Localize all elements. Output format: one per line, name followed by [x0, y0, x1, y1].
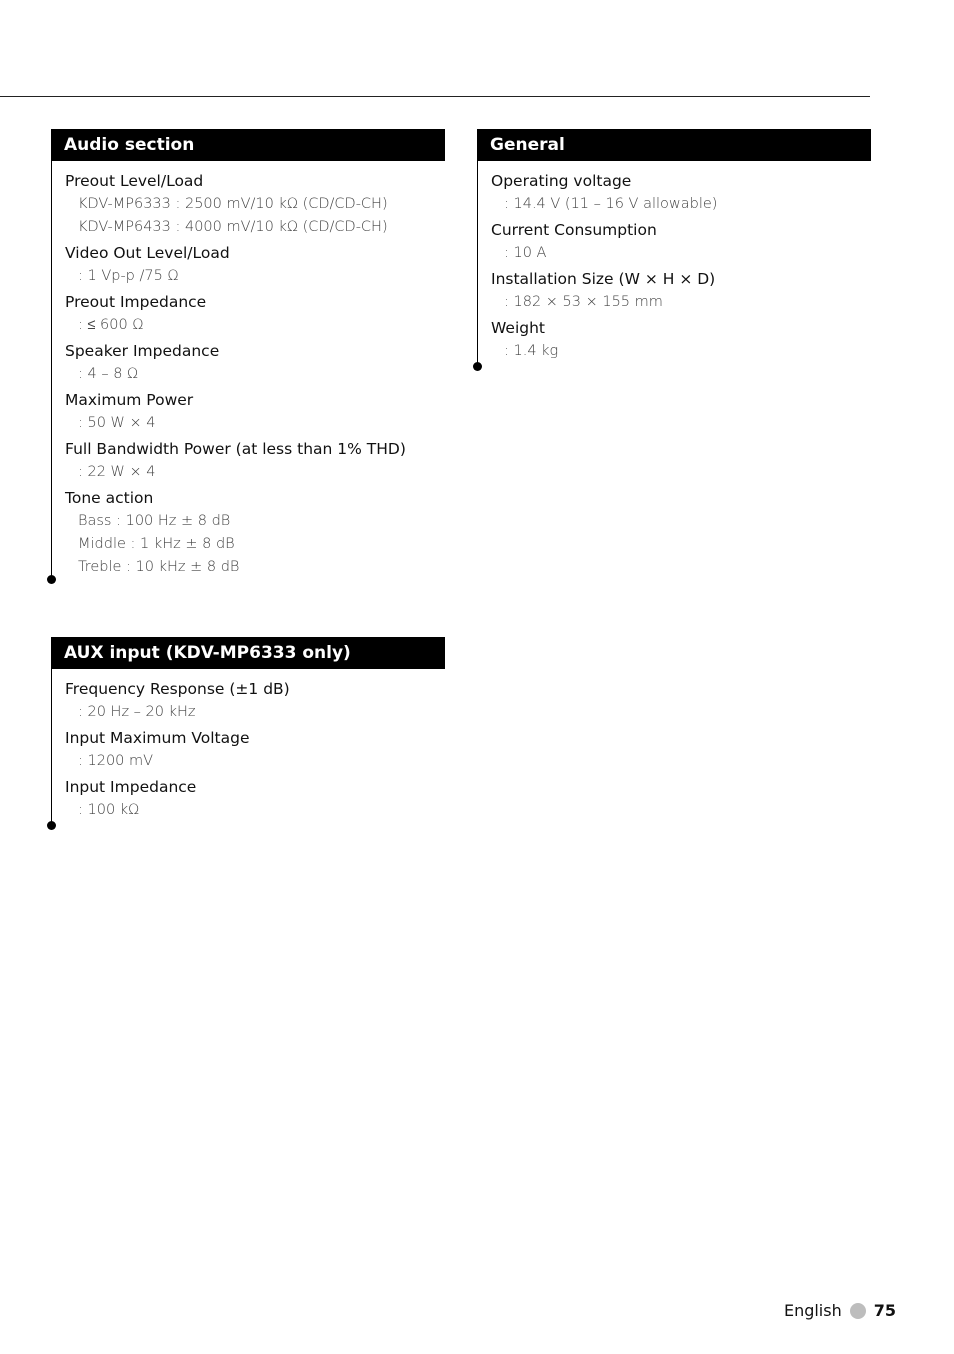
spec-item: [65, 170, 445, 239]
spec-list: [477, 161, 871, 366]
spec-value: : 1 Vp-p /75 Ω: [78, 268, 179, 284]
spec-label: Installation Size (W × H × D): [491, 270, 716, 288]
spec-item: [491, 268, 871, 314]
spec-label: Video Out Level/Load: [65, 244, 230, 262]
spec-item: [491, 170, 871, 216]
spec-label: Full Bandwidth Power (at less than 1% THD): [65, 440, 406, 458]
spec-label: Weight: [491, 319, 546, 337]
spec-item: [65, 776, 445, 822]
section-title: General: [477, 129, 871, 161]
spec-value: : ≤ 600 Ω: [78, 317, 144, 333]
spec-value: : 100 kΩ: [78, 802, 140, 818]
spec-item: [65, 340, 445, 386]
spec-value: : 1200 mV: [78, 753, 154, 769]
spec-label: Preout Level/Load: [65, 172, 204, 190]
spec-value: Middle : 1 kHz ± 8 dB: [78, 536, 235, 552]
spec-item: [491, 317, 871, 363]
spec-label: Frequency Response (±1 dB): [65, 680, 290, 698]
spec-value: : 10 A: [504, 245, 547, 261]
spec-label: Input Maximum Voltage: [65, 729, 250, 747]
spec-label: Tone action: [65, 489, 154, 507]
spec-item: [65, 242, 445, 288]
spec-value: : 182 × 53 × 155 mm: [504, 294, 663, 310]
general-section: [477, 129, 871, 366]
section-title: Audio section: [51, 129, 445, 161]
aux-input-section: [51, 637, 445, 825]
spec-label: Input Impedance: [65, 778, 197, 796]
spec-item: [65, 438, 445, 484]
audio-section: [51, 129, 445, 579]
spec-value: : 50 W × 4: [78, 415, 156, 431]
spec-value: : 4 – 8 Ω: [78, 366, 139, 382]
spec-value: : 22 W × 4: [78, 464, 156, 480]
spec-list: [51, 161, 445, 579]
spec-label: Current Consumption: [491, 221, 657, 239]
spec-value: KDV-MP6333 : 2500 mV/10 kΩ (CD/CD-CH): [78, 196, 388, 212]
spec-value: : 14.4 V (11 – 16 V allowable): [504, 196, 718, 212]
page-number: 75: [873, 1301, 896, 1320]
spec-item: [65, 291, 445, 337]
spec-item: [491, 219, 871, 265]
spec-value: Treble : 10 kHz ± 8 dB: [78, 559, 240, 575]
spec-value: KDV-MP6433 : 4000 mV/10 kΩ (CD/CD-CH): [78, 219, 388, 235]
section-title: AUX input (KDV-MP6333 only): [51, 637, 445, 669]
spec-label: Maximum Power: [65, 391, 194, 409]
spec-value: Bass : 100 Hz ± 8 dB: [78, 513, 231, 529]
spec-label: Operating voltage: [491, 172, 632, 190]
spec-item: [65, 389, 445, 435]
footer-language: English: [783, 1301, 842, 1320]
spec-value: : 20 Hz – 20 kHz: [78, 704, 196, 720]
spec-label: Speaker Impedance: [65, 342, 220, 360]
top-rule: [0, 96, 870, 97]
spec-item: [65, 487, 445, 579]
page-footer: [784, 1301, 896, 1320]
spec-list: [51, 669, 445, 825]
footer-dot-icon: [850, 1303, 866, 1319]
spec-value: : 1.4 kg: [504, 343, 559, 359]
spec-item: [65, 678, 445, 724]
spec-item: [65, 727, 445, 773]
spec-label: Preout Impedance: [65, 293, 207, 311]
